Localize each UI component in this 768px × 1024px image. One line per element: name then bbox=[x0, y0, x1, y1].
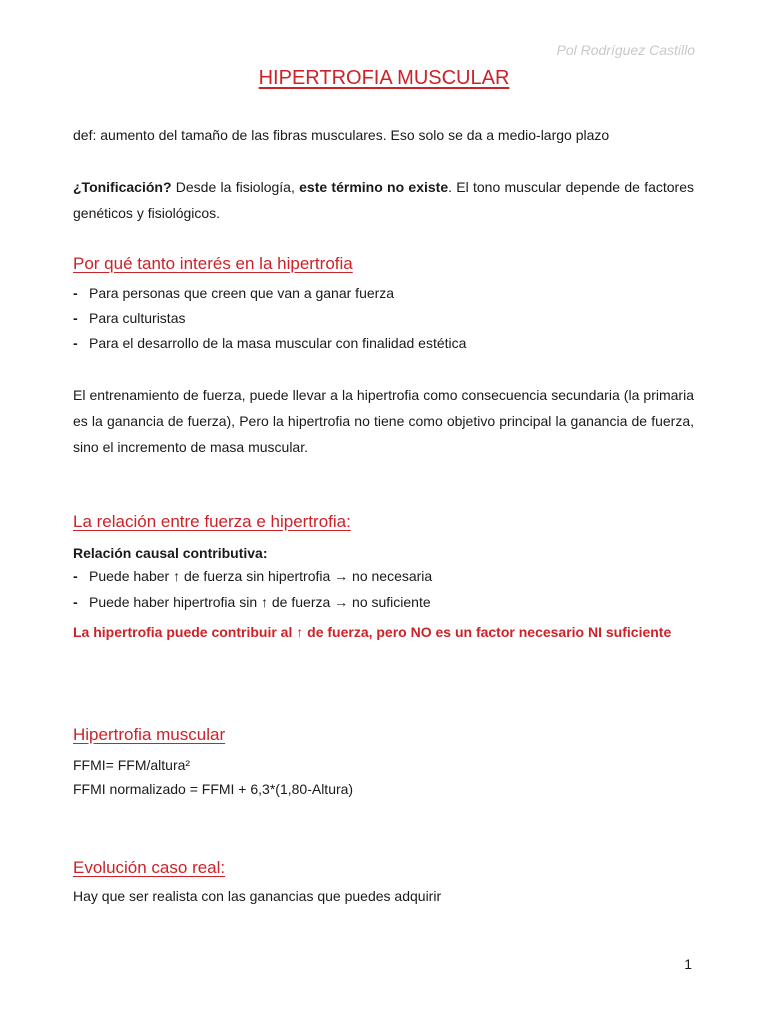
dash-icon: - bbox=[73, 568, 78, 584]
list-item: - Para el desarrollo de la masa muscular con finalidad estética bbox=[73, 335, 467, 351]
heading-hypertrophy: Hipertrofia muscular bbox=[73, 725, 226, 744]
formula-ffmi-normalized: FFMI normalizado = FFMI + 6,3*(1,80-Altura) bbox=[73, 781, 354, 797]
formula-ffmi: FFMI= FFM/altura² bbox=[73, 757, 191, 773]
relation-subheading: Relación causal contributiva: bbox=[73, 545, 268, 561]
heading-relation: La relación entre fuerza e hipertrofia: bbox=[73, 512, 351, 531]
dash-icon: - bbox=[73, 335, 78, 351]
tonificacion-text-1: Desde la fisiología, bbox=[171, 179, 300, 195]
document-title: HIPERTROFIA MUSCULAR bbox=[258, 67, 510, 89]
list-item: - Puede haber ↑ de fuerza sin hipertrofia → no necesaria bbox=[73, 568, 433, 584]
tonificacion-paragraph bbox=[73, 174, 694, 226]
dash-icon: - bbox=[73, 310, 78, 326]
list-item: - Para culturistas bbox=[73, 310, 186, 326]
dash-icon: - bbox=[73, 285, 78, 301]
page-number: 1 bbox=[684, 956, 692, 972]
tonificacion-emphasis: este término no existe bbox=[299, 179, 449, 195]
list-item: - Puede haber hipertrofia sin ↑ de fuerza → no suficiente bbox=[73, 594, 431, 610]
tonificacion-lead: ¿Tonificación? bbox=[73, 179, 172, 195]
heading-interest: Por qué tanto interés en la hipertrofia bbox=[73, 254, 353, 273]
author-name: Pol Rodríguez Castillo bbox=[556, 42, 695, 58]
dash-icon: - bbox=[73, 594, 78, 610]
list-item: - Para personas que creen que van a ganar fuerza bbox=[73, 285, 395, 301]
tonificacion-text-2: . El tono muscular depende de factores genéticos y fisiológicos. bbox=[73, 179, 695, 221]
case-text: Hay que ser realista con las ganancias que puedes adquirir bbox=[73, 888, 442, 904]
strength-paragraph: El entrenamiento de fuerza, puede llevar a la hipertrofia como consecuencia secundaria (la primaria es la ganancia de fuerza), Pero la hipertrofia no tiene como objetivo principal la ganancia de fuerza, sino el incremento de masa muscular. bbox=[73, 387, 694, 455]
heading-case: Evolución caso real: bbox=[73, 858, 226, 877]
definition-text: def: aumento del tamaño de las fibras musculares. Eso solo se da a medio-largo plazo bbox=[73, 127, 610, 143]
relation-conclusion: La hipertrofia puede contribuir al ↑ de fuerza, pero NO es un factor necesario NI suficiente bbox=[73, 624, 672, 640]
